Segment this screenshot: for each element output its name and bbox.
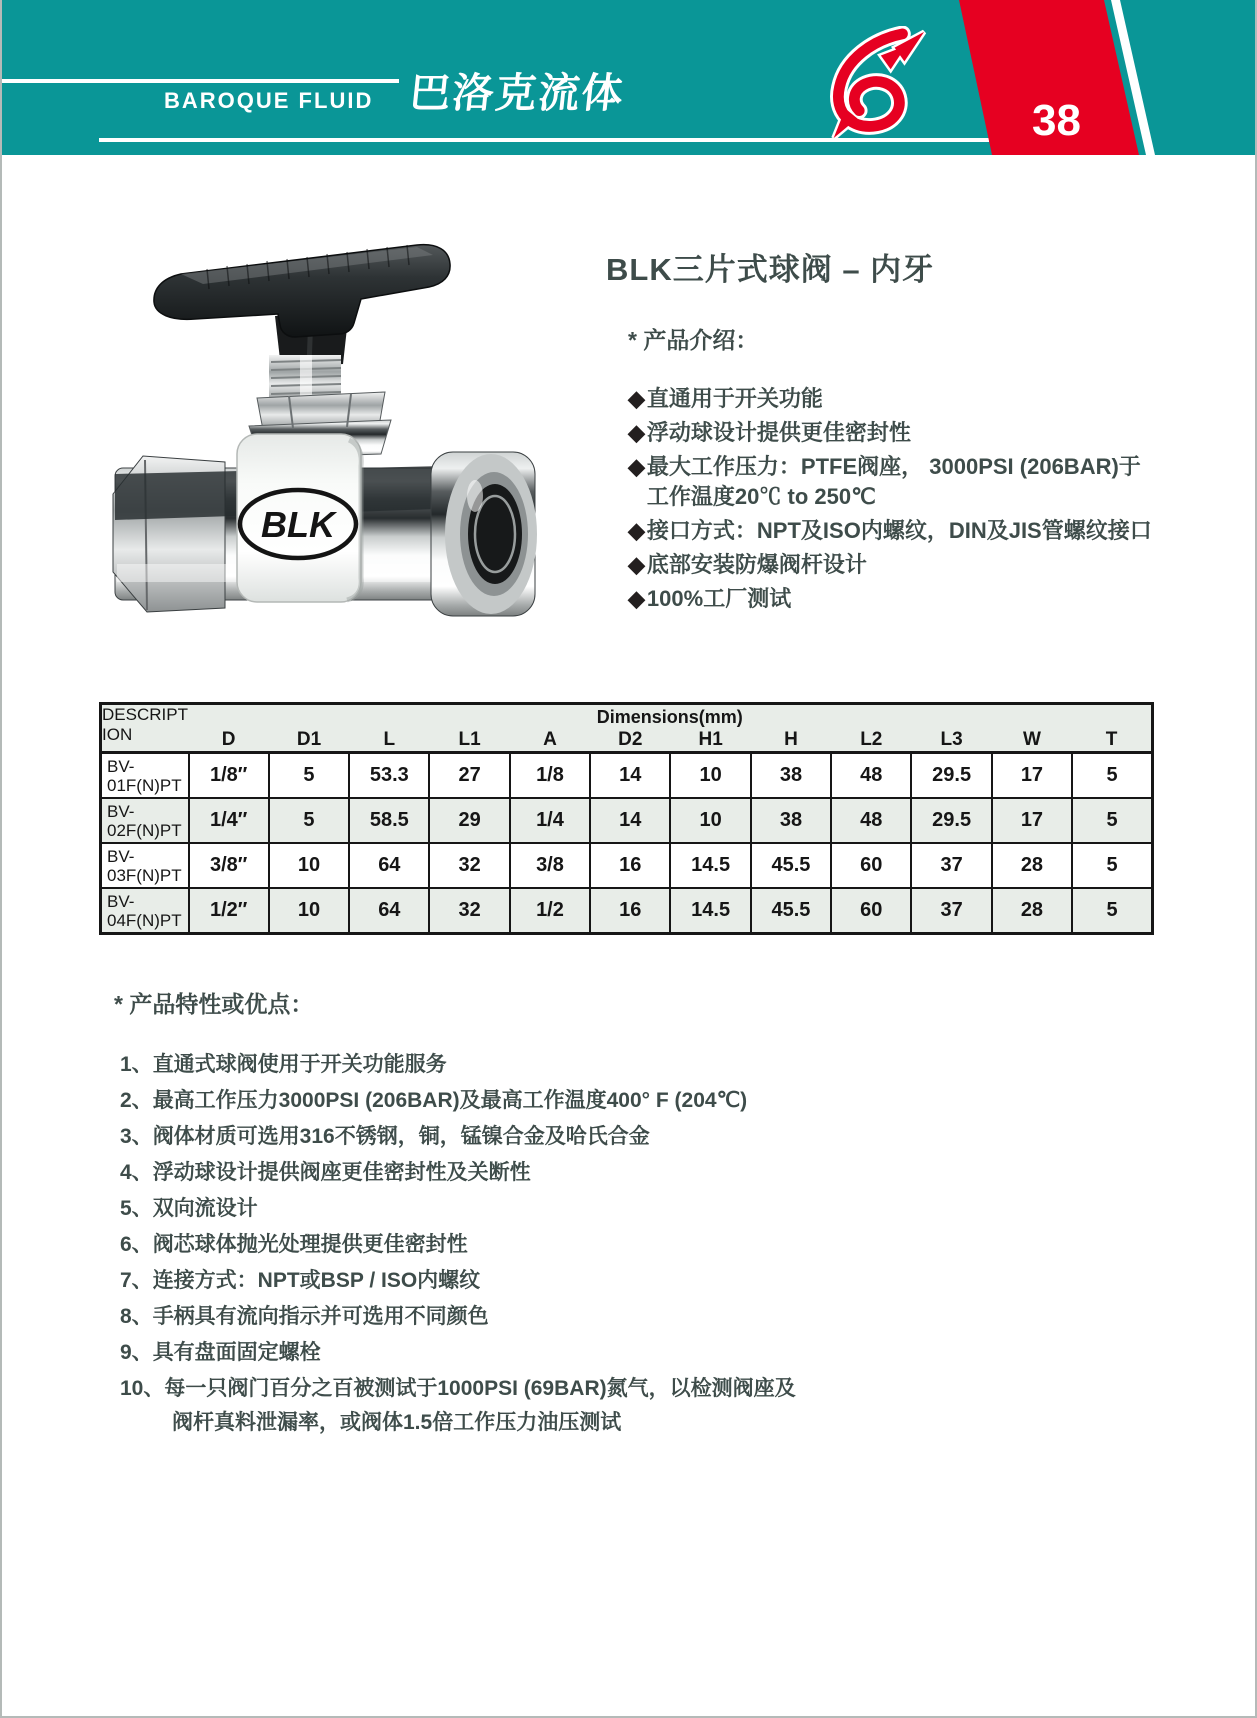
feature-item: 8、 手柄具有流向指示并可选用不同颜色 — [120, 1305, 489, 1328]
table-row: BV- 01F(N)PT 1/8″ 5 53.3 27 1/8 14 10 38 48 29.5 17 5 — [101, 753, 1153, 799]
diamond-bullet-icon: ◆ — [628, 420, 645, 445]
bullet-text: 最大工作压力：PTFE阀座， 3000PSI (206BAR)于 工作温度20℃ to 250℃ — [646, 454, 1141, 509]
intro-bullet — [628, 384, 1228, 414]
table-row: BV- 04F(N)PT 1/2″ 10 64 32 1/2 16 14.5 45.5 60 37 28 5 — [101, 888, 1153, 934]
table-row: BV- 02F(N)PT 1/4″ 5 58.5 29 1/4 14 10 38 48 29.5 17 5 — [101, 798, 1153, 843]
product-title: BLK三片式球阀 – 内牙 — [606, 252, 935, 287]
product-photo-ball-valve — [97, 228, 537, 620]
feature-item: 1、 直通式球阀使用于开关功能服务 — [120, 1053, 447, 1076]
intro-heading: * 产品介绍： — [628, 327, 759, 353]
diamond-bullet-icon: ◆ — [628, 552, 645, 577]
bullet-text: 100%工厂测试 — [646, 586, 792, 611]
page-header — [2, 0, 1257, 155]
features-list — [120, 1050, 1120, 1438]
intro-bullet — [628, 584, 1228, 614]
column-header: L3 — [911, 729, 991, 753]
feature-item: 7、 连接方式：NPT或BSP / ISO内螺纹 — [120, 1269, 481, 1292]
model-cell: BV- 02F(N)PT — [101, 798, 189, 843]
column-header: D — [189, 729, 269, 753]
diamond-bullet-icon: ◆ — [628, 454, 645, 479]
model-cell: BV- 04F(N)PT — [101, 888, 189, 934]
column-group-header: Dimensions(mm) — [189, 704, 1153, 730]
feature-item: 2、 最高工作压力3000PSI (206BAR)及最高工作温度400° F (204℃) — [120, 1089, 748, 1112]
feature-item-continuation: 阀杆真料泄漏率，或阀体1.5倍工作压力油压测试 — [172, 1411, 622, 1434]
column-header: H — [751, 729, 831, 753]
intro-bullet — [628, 418, 1228, 448]
header-rule-top — [2, 79, 399, 83]
brand-b-logo-icon — [812, 26, 930, 144]
intro-bullet — [628, 516, 1228, 546]
intro-bullet-list — [628, 384, 1228, 618]
dimensions-table — [99, 702, 1154, 935]
valve-logo-text: BLK — [261, 504, 335, 545]
brand-name-english: BAROQUE FLUID — [164, 88, 374, 113]
model-cell: BV- 03F(N)PT — [101, 843, 189, 888]
features-heading: * 产品特性或优点： — [114, 991, 314, 1017]
intro-bullet — [628, 452, 1228, 512]
feature-item: 5、 双向流设计 — [120, 1197, 258, 1220]
column-header: L — [349, 729, 429, 753]
feature-item: 4、 浮动球设计提供阀座更佳密封性及关断性 — [120, 1161, 531, 1184]
diamond-bullet-icon: ◆ — [628, 386, 645, 411]
feature-item: 6、 阀芯球体抛光处理提供更佳密封性 — [120, 1233, 468, 1256]
feature-item: 10、 每一只阀门百分之百被测试于1000PSI (69BAR)氮气，以检测阀座及 — [120, 1377, 796, 1400]
bullet-text: 底部安装防爆阀杆设计 — [646, 552, 867, 577]
table-row: BV- 03F(N)PT 3/8″ 10 64 32 3/8 16 14.5 45.5 60 37 28 5 — [101, 843, 1153, 888]
column-header: H1 — [670, 729, 750, 753]
bullet-text: 直通用于开关功能 — [646, 386, 823, 411]
brand-name-chinese: 巴洛克流体 — [407, 70, 628, 116]
intro-bullet — [628, 550, 1228, 580]
column-header-description: DESCRIPT ION — [101, 704, 189, 753]
column-header: D1 — [269, 729, 349, 753]
column-header: W — [992, 729, 1072, 753]
diamond-bullet-icon: ◆ — [628, 586, 645, 611]
column-header: L2 — [831, 729, 911, 753]
page-number: 38 — [1032, 96, 1081, 145]
column-header: L1 — [429, 729, 509, 753]
bullet-text: 浮动球设计提供更佳密封性 — [646, 420, 911, 445]
bullet-text: 接口方式：NPT及ISO内螺纹，DIN及JIS管螺纹接口 — [646, 518, 1152, 543]
column-header: T — [1072, 729, 1152, 753]
feature-item: 9、 具有盘面固定螺栓 — [120, 1341, 321, 1364]
column-header: A — [510, 729, 590, 753]
model-cell: BV- 01F(N)PT — [101, 753, 189, 799]
column-header: D2 — [590, 729, 670, 753]
diamond-bullet-icon: ◆ — [628, 518, 645, 543]
feature-item: 3、 阀体材质可选用316不锈钢，铜，锰镍合金及哈氏合金 — [120, 1125, 650, 1148]
